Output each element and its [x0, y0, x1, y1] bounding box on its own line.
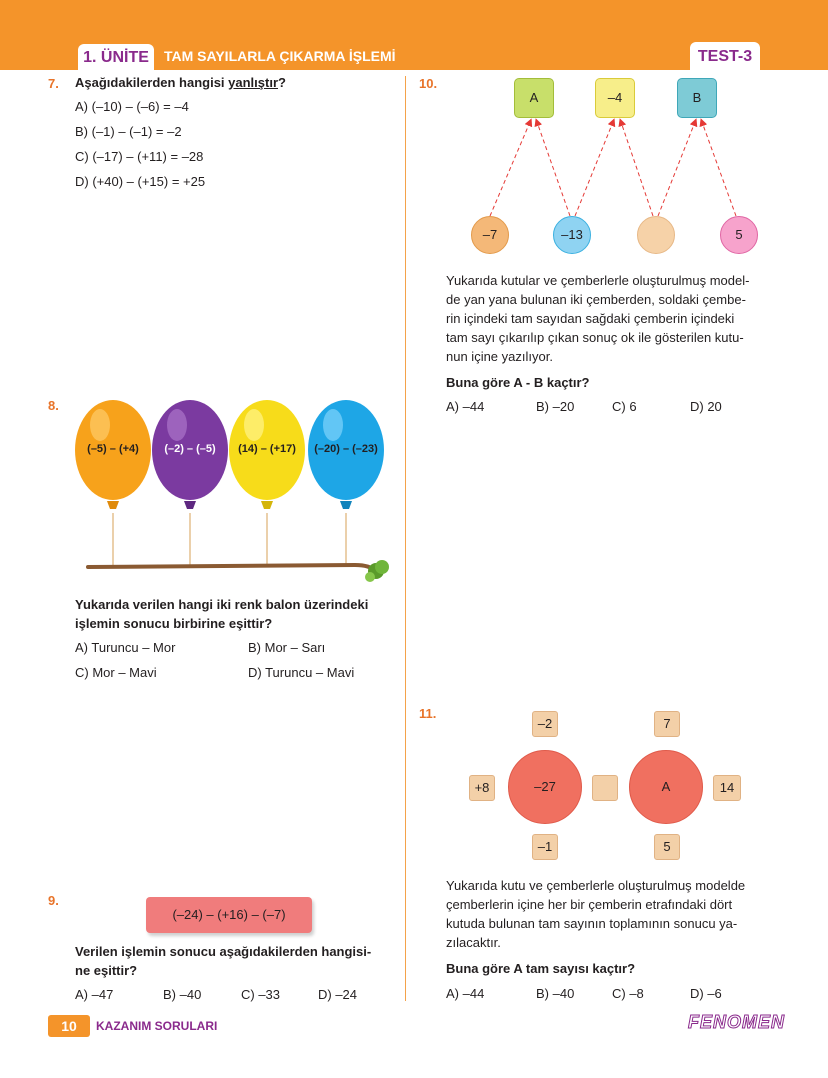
balloon-figure — [70, 395, 400, 590]
footer-label: KAZANIM SORULARI — [96, 1019, 218, 1033]
balloon-purple-label: (–2) – (–5) — [164, 443, 216, 455]
q11-box-right-top: 7 — [654, 711, 680, 737]
balloon-blue-label: (–20) – (–23) — [314, 443, 378, 455]
arrow — [621, 122, 653, 216]
test-label: TEST-3 — [690, 42, 760, 70]
q10-question: Buna göre A - B kaçtır? — [446, 375, 590, 390]
q11-box-right-bottom: 5 — [654, 834, 680, 860]
unit-title: TAM SAYILARLA ÇIKARMA İŞLEMİ — [164, 48, 396, 64]
q7-stem: Aşağıdakilerden hangisi yanlıştır? — [75, 75, 286, 90]
q11-box-left-left: +8 — [469, 775, 495, 801]
q10-number: 10. — [419, 76, 438, 91]
q10-box-middle: –4 — [595, 78, 635, 118]
q10-circle-4: 5 — [720, 216, 758, 254]
balloon-orange-label: (–5) – (+4) — [87, 443, 139, 455]
q11-option-d[interactable]: D) –6 — [690, 986, 722, 1001]
arrow — [575, 122, 613, 216]
q11-option-b[interactable]: B) –40 — [536, 986, 575, 1001]
unit-label: 1. ÜNİTE — [78, 44, 154, 70]
arrow — [537, 122, 570, 216]
q7-option-d[interactable]: D) (+40) – (+15) = +25 — [75, 174, 206, 189]
balloon-yellow — [229, 400, 305, 509]
q9-option-b[interactable]: B) –40 — [163, 987, 202, 1002]
q8-number: 8. — [48, 398, 59, 413]
q8-option-a[interactable]: A) Turuncu – Mor — [75, 640, 176, 655]
q11-paragraph: Yukarıda kutu ve çemberlerle oluşturulmuş modelde çemberlerin içine her bir çemberin etrafındaki dört kutuda bulunan tam sayının toplamının sonucu ya- zılacaktır. — [446, 878, 746, 950]
q10-option-b[interactable]: B) –20 — [536, 399, 575, 414]
q11-box-left-bottom: –1 — [532, 834, 558, 860]
q9-option-d[interactable]: D) –24 — [318, 987, 358, 1002]
q7-option-b[interactable]: B) (–1) – (–1) = –2 — [75, 124, 182, 139]
column-divider — [405, 76, 406, 1001]
q10-option-c[interactable]: C) 6 — [612, 399, 637, 414]
balloon-purple — [152, 400, 228, 509]
q9-option-a[interactable]: A) –47 — [75, 987, 114, 1002]
q9-question-line2: ne eşittir? — [75, 963, 138, 978]
q9-number: 9. — [48, 893, 59, 908]
balloon-blue — [308, 400, 384, 509]
balloon-orange — [75, 400, 151, 509]
q8-option-c[interactable]: C) Mor – Mavi — [75, 665, 157, 680]
q9-option-c[interactable]: C) –33 — [241, 987, 281, 1002]
q10-option-a[interactable]: A) –44 — [446, 399, 485, 414]
q10-box-a: A — [514, 78, 554, 118]
q10-arrows — [460, 114, 760, 224]
q11-box-left-top: –2 — [532, 711, 558, 737]
leaf-cluster — [365, 560, 389, 582]
q9-question-line1: Verilen işlemin sonucu aşağıdakilerden hangisi- — [75, 944, 372, 959]
q7-number: 7. — [48, 76, 59, 91]
arrow — [658, 122, 695, 216]
q11-box-right-right: 14 — [713, 775, 741, 801]
q8-option-b[interactable]: B) Mor – Sarı — [248, 640, 326, 655]
q11-question: Buna göre A tam sayısı kaçtır? — [446, 961, 636, 976]
q10-box-b: B — [677, 78, 717, 118]
q10-circle-1: –7 — [471, 216, 509, 254]
publisher-logo: FENOMEN — [688, 1012, 785, 1032]
q8-question-line2: işlemin sonucu birbirine eşittir? — [75, 616, 273, 631]
arrow — [702, 122, 736, 216]
q10-option-d[interactable]: D) 20 — [690, 399, 722, 414]
arrow — [490, 122, 530, 216]
q7-option-a[interactable]: A) (–10) – (–6) = –4 — [75, 99, 189, 114]
q8-option-d[interactable]: D) Turuncu – Mavi — [248, 665, 355, 680]
q10-circle-3 — [637, 216, 675, 254]
branch — [88, 565, 375, 571]
q11-circle-left: –27 — [508, 750, 582, 824]
q11-circle-right: A — [629, 750, 703, 824]
q11-box-middle — [592, 775, 618, 801]
q8-question-line1: Yukarıda verilen hangi iki renk balon üzerindeki — [75, 597, 369, 612]
q10-circle-2: –13 — [553, 216, 591, 254]
q11-option-a[interactable]: A) –44 — [446, 986, 485, 1001]
page-number: 10 — [48, 1015, 90, 1037]
balloon-yellow-label: (14) – (+17) — [238, 443, 296, 455]
q9-expression: (–24) – (+16) – (–7) — [146, 897, 312, 933]
q11-number: 11. — [419, 706, 437, 721]
q7-option-c[interactable]: C) (–17) – (+11) = –28 — [75, 149, 204, 164]
q11-option-c[interactable]: C) –8 — [612, 986, 644, 1001]
q10-paragraph: Yukarıda kutular ve çemberlerle oluşturulmuş model- de yan yana bulunan iki çemberden, soldaki çembe- rin içindeki tam sayıdan sağdaki çemberin içindeki tam sayı çıkarılıp çıkan sonuç ok ile gösterilen kutu- nun içine yazılıyor. — [446, 273, 750, 364]
